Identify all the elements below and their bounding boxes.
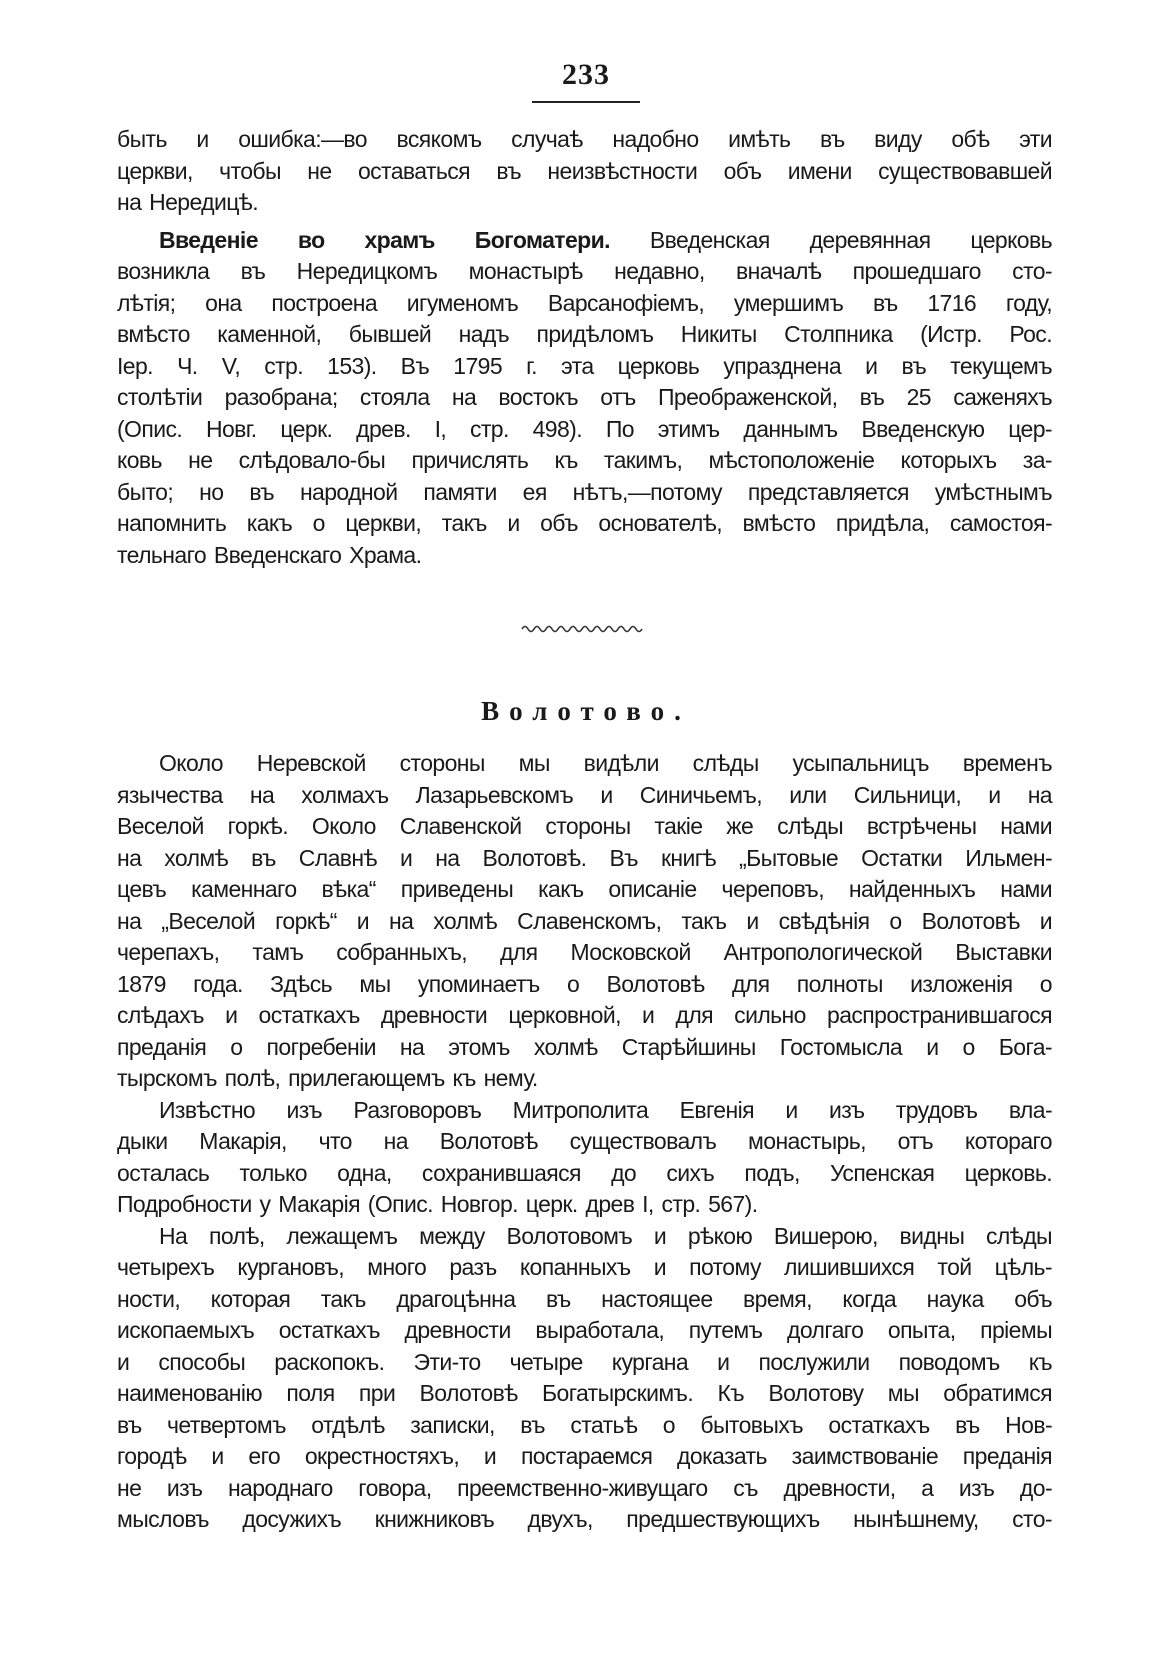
paragraph-vvedenie (117, 225, 1052, 572)
page-number-rule (532, 101, 640, 103)
text-line: вмѣсто каменной, бывшей надъ придѣломъ Никиты Столпника (Истр. Рос. (117, 321, 1052, 347)
text-line: и способы раскопокъ. Эти-то четыре кургана и послужили поводомъ къ (117, 1348, 1052, 1375)
text-line: лѣтія; она построена игуменомъ Варсанофіемъ, умершимъ въ 1716 году, (117, 289, 1052, 316)
text-line: въ четвертомъ отдѣлѣ записки, въ статьѣ о бытовыхъ остаткахъ въ Нов- (117, 1411, 1052, 1438)
text-line: не изъ народнаго говора, преемственно-живущаго съ древности, а изъ до- (117, 1474, 1052, 1501)
text-line: наименованію поля при Волотовѣ Богатырскимъ. Къ Волотову мы обратимся (117, 1380, 1052, 1406)
text-run: Введенская деревянная церковь (649, 226, 1052, 253)
text-line: быть и ошибка:—во всякомъ случаѣ надобно имѣть въ виду обѣ эти (117, 126, 1052, 152)
wavy-line-divider-icon (520, 620, 645, 634)
text-line: На полѣ, лежащемъ между Волотовомъ и рѣкою Вишерою, видны слѣды (159, 1222, 1052, 1249)
paragraph (117, 1095, 1052, 1221)
top-text-block (117, 124, 1052, 571)
text-line: мысловъ досужихъ книжниковъ двухъ, предшествующихъ нынѣшнему, сто- (117, 1506, 1052, 1532)
text-line: цевъ каменнаго вѣка“ приведены какъ описаніе череповъ, найденныхъ нами (117, 876, 1052, 902)
text-line: церкви, чтобы не оставаться въ неизвѣстности объ имени существовавшей (117, 157, 1052, 184)
section-body (117, 748, 1052, 1536)
text-line: тельнаго Введенскаго Храма. (117, 541, 422, 568)
paragraph (117, 748, 1052, 1095)
paragraph-heading: Введеніе во храмъ Богоматери. (159, 226, 610, 253)
text-line: столѣтіи разобрана; стояла на востокъ отъ Преображенской, въ 25 саженяхъ (117, 384, 1052, 410)
text-line: городѣ и его окрестностяхъ, и постараемся доказать заимствованіе преданія (117, 1443, 1052, 1469)
text-line: язычества на холмахъ Лазарьевскомъ и Синичьемъ, или Сильници, и на (117, 781, 1052, 808)
text-line: осталась только одна, сохранившаяся до сихъ подъ, Успенская церковь. (117, 1159, 1052, 1186)
text-line: (Опис. Новг. церк. древ. I, стр. 498). По этимъ даннымъ Введенскую цер- (117, 415, 1052, 442)
text-line: Іер. Ч. V, стр. 153). Въ 1795 г. эта церковь упразднена и въ текущемъ (117, 352, 1052, 379)
text-line: Подробности у Макарія (Опис. Новгор. церк. древ I, стр. 567). (117, 1191, 758, 1217)
section-title: Волотово. (481, 696, 691, 726)
text-line: на „Веселой горкѣ“ и на холмѣ Славенскомъ, такъ и свѣдѣнія о Волотовѣ и (117, 907, 1052, 934)
text-line: четырехъ кургановъ, много разъ копанныхъ и потому лишившихся той цѣль- (117, 1254, 1052, 1280)
text-line: Веселой горкѣ. Около Славенской стороны такіе же слѣды встрѣчены нами (117, 813, 1052, 839)
text-line: на холмѣ въ Славнѣ и на Волотовѣ. Въ книгѣ „Бытовые Остатки Ильмен- (117, 844, 1052, 871)
text-line: Извѣстно изъ Разговоровъ Митрополита Евгенія и изъ трудовъ вла- (159, 1096, 1052, 1123)
text-line: быто; но въ народной памяти ея нѣтъ,—потому представляется умѣстнымъ (117, 478, 1052, 505)
text-line: напомнить какъ о церкви, такъ и объ основателѣ, вмѣсто придѣла, самостоя- (117, 510, 1052, 536)
text-line (117, 225, 1052, 257)
text-line: дыки Макарія, что на Волотовѣ существовалъ монастырь, отъ котораго (117, 1128, 1052, 1154)
text-line: черепахъ, тамъ собранныхъ, для Московской Антропологической Выставки (117, 939, 1052, 965)
text-line: тырскомъ полѣ, прилегающемъ къ нему. (117, 1065, 538, 1091)
paragraph (117, 1221, 1052, 1536)
page-number: 233 (562, 58, 610, 91)
text-line: Около Неревской стороны мы видѣли слѣды усыпальницъ временъ (159, 750, 1052, 776)
text-line: возникла въ Нередицкомъ монастырѣ недавно, вначалѣ прошедшаго сто- (117, 258, 1052, 284)
text-line: ископаемыхъ остаткахъ древности выработала, путемъ долгаго опыта, пріемы (117, 1317, 1052, 1343)
text-line: преданія о погребеніи на этомъ холмѣ Старѣйшины Гостомысла и о Бога- (117, 1033, 1052, 1060)
text-line: ковь не слѣдовало-бы причислять къ такимъ, мѣстоположеніе которыхъ за- (117, 447, 1052, 473)
text-line: 1879 года. Здѣсь мы упоминаетъ о Волотовѣ для полноты изложенія о (117, 970, 1052, 997)
text-line: слѣдахъ и остаткахъ древности церковной, и для сильно распространившагося (117, 1002, 1052, 1028)
text-line: на Нередицѣ. (117, 189, 259, 215)
text-line: ности, которая такъ драгоцѣнна въ настоящее время, когда наука объ (117, 1285, 1052, 1312)
